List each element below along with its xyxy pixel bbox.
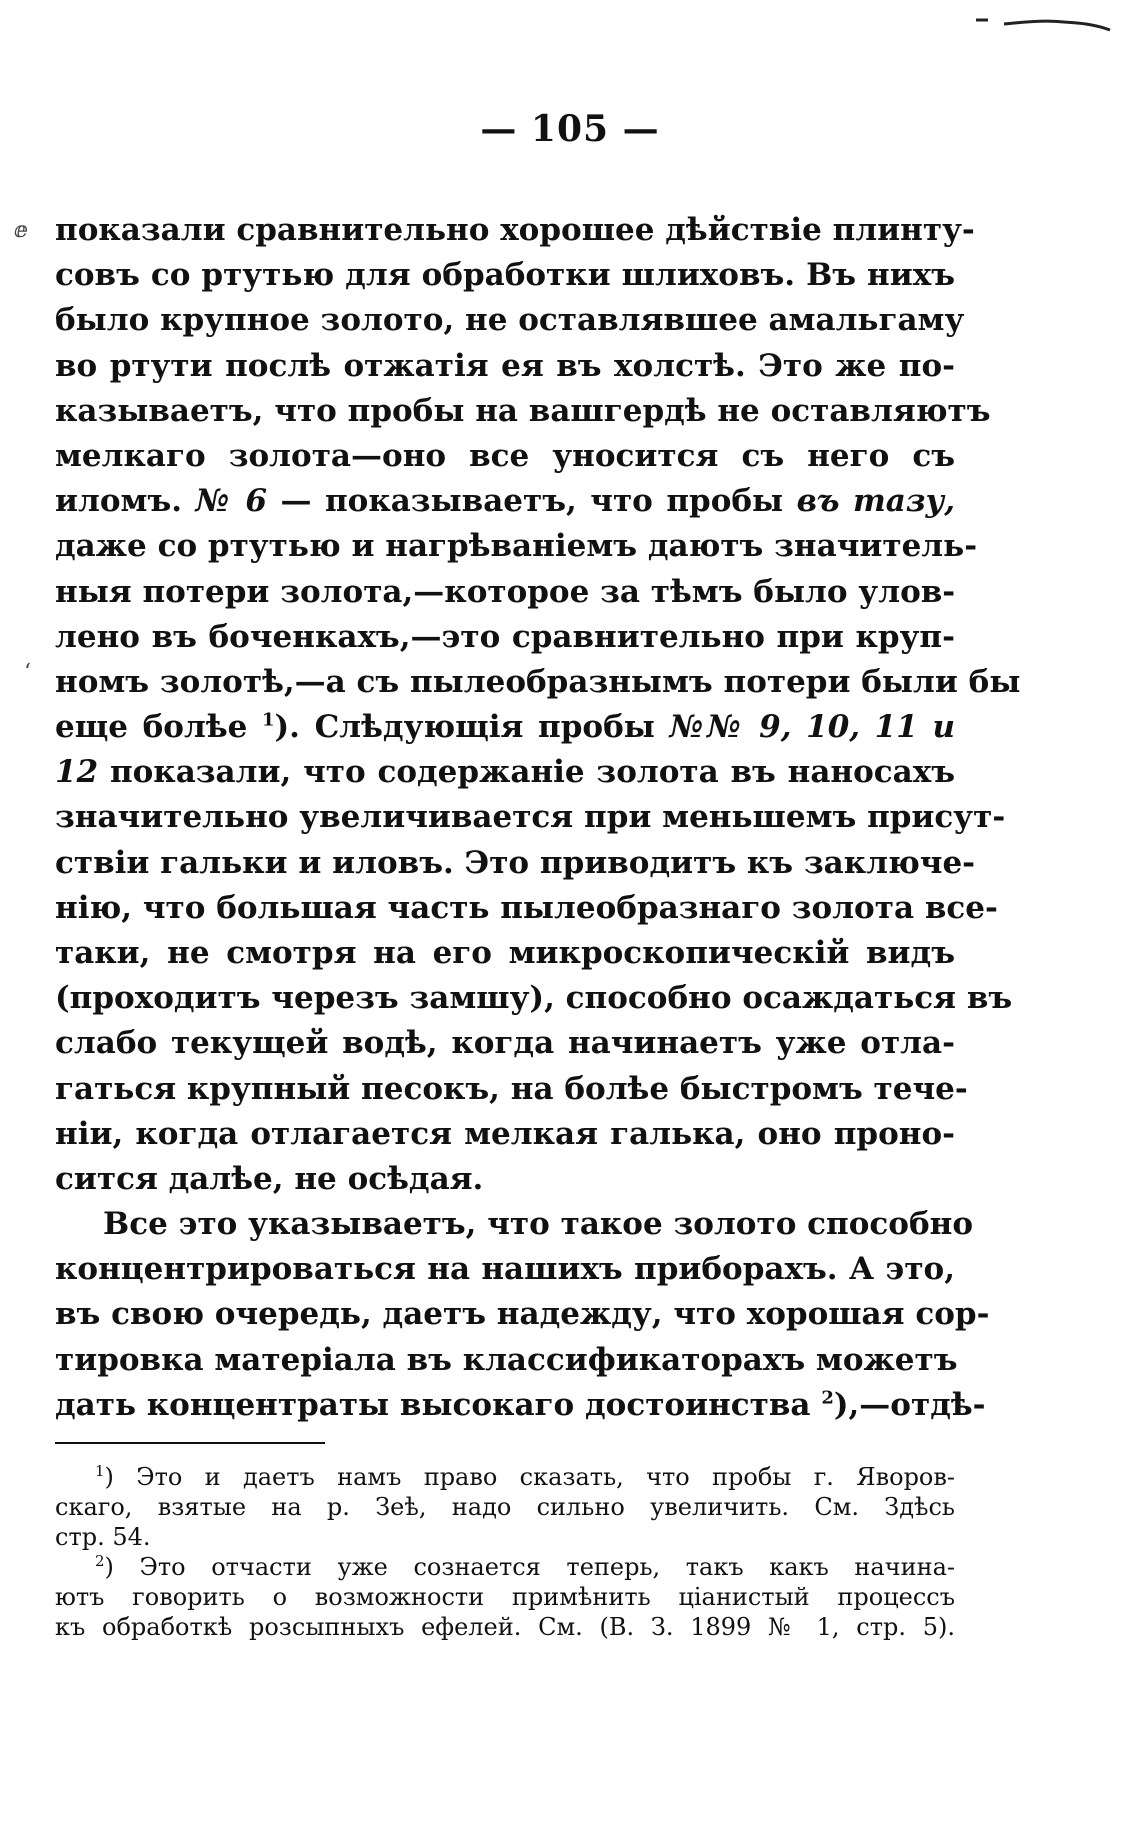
text-line: было крупное золото, не оставлявшее амальгаму [55,302,965,339]
italic-phrase: въ тазу, [796,483,956,520]
footnote-1-line [55,1462,955,1492]
text-fragment: ) Это и даетъ намъ право сказать, что пробы г. Яворов- [104,1463,955,1491]
page-number: — 105 — [480,108,660,150]
text-line: даже со ртутью и нагрѣваніемъ даютъ значитель- [55,528,978,565]
text-fragment: показали, что содержаніе золота въ наносахъ [109,754,955,791]
text-fragment: иломъ. [55,483,183,520]
text-line: мелкаго золота—оно все уносится съ него съ [55,437,955,474]
text-line [55,750,955,795]
text-fragment: ). Слѣдующія пробы [274,709,670,746]
text-line: тировка матеріала въ классификаторахъ можетъ [55,1341,958,1378]
text-line [55,705,955,750]
text-line: значительно увеличивается при меньшемъ присут- [55,799,1006,836]
footnote-ref-2: 2 [821,1387,834,1409]
italic-number: № 6 [195,483,267,520]
text-line: показали сравнительно хорошее дѣйствіе плинту- [55,212,975,248]
footnote-2-line [55,1552,955,1582]
footnote-2-line: ютъ говорить о возможности примѣнить ціанистый процессъ [55,1583,955,1611]
scan-edge-mark [974,10,1114,34]
footnote-marker-1: 1 [95,1462,105,1480]
text-line [55,1383,986,1428]
margin-pencil-mark: ⅇ [14,218,28,243]
text-line: таки, не смотря на его микроскопическій видъ [55,935,955,971]
text-line: лено въ боченкахъ,—это сравнительно при круп- [55,618,955,655]
text-line [55,479,955,524]
italic-number: 12 [55,754,99,791]
main-paragraph-2 [55,1202,990,1428]
text-fragment: дать концентраты высокаго достоинства [55,1386,811,1423]
text-line: ствіи гальки и иловъ. Это приводитъ къ заключе- [55,844,976,881]
text-line: во ртути послѣ отжатія ея въ холстѣ. Это же по- [55,347,955,384]
footnote-1-line: стр. 54. [55,1523,151,1551]
text-line: казываетъ, что пробы на вашгердѣ не оставляютъ [55,392,991,429]
footnote-1-line: скаго, взятые на р. Зеѣ, надо сильно увеличить. См. Здѣсь [55,1493,955,1521]
text-line: сится далѣе, не осѣдая. [55,1160,484,1197]
italic-numbers: №№ 9, 10, 11 и [669,709,955,746]
text-line: въ свою очередь, даетъ надежду, что хорошая сор- [55,1296,990,1333]
main-paragraph-1 [55,208,1021,1202]
text-fragment: еще болѣе [55,709,248,746]
text-line: (проходитъ черезъ замшу), способно осаждаться въ [55,980,1013,1017]
text-line: нію, что большая часть пылеобразнаго золота все- [55,889,998,926]
footnotes [55,1462,955,1642]
text-line: совъ со ртутью для обработки шлиховъ. Въ нихъ [55,257,955,294]
text-line: Все это указываетъ, что такое золото способно [103,1206,973,1242]
footnote-divider [55,1442,325,1444]
text-line: ныя потери золота,—которое за тѣмъ было улов- [55,573,956,610]
text-line: номъ золотѣ,—а съ пылеобразнымъ потери были бы [55,663,1021,700]
text-fragment: — показываетъ, что пробы [266,483,797,520]
margin-pencil-mark: ʻ [24,660,31,685]
text-fragment: ) Это отчасти уже сознается теперь, такъ какъ начина- [104,1553,955,1581]
text-fragment: ),—отдѣ- [833,1386,986,1423]
footnote-ref-1: 1 [261,709,275,731]
footnote-2-line: къ обработкѣ розсыпныхъ ефелей. См. (В. З. 1899 № 1, стр. 5). [55,1613,955,1641]
text-line: гаться крупный песокъ, на болѣе быстромъ тече- [55,1070,968,1107]
text-line: концентрироваться на нашихъ приборахъ. А это, [55,1251,955,1288]
footnote-marker-2: 2 [95,1552,105,1570]
text-line: слабо текущей водѣ, когда начинаетъ уже отла- [55,1025,955,1062]
text-line: ніи, когда отлагается мелкая галька, оно проно- [55,1115,955,1152]
